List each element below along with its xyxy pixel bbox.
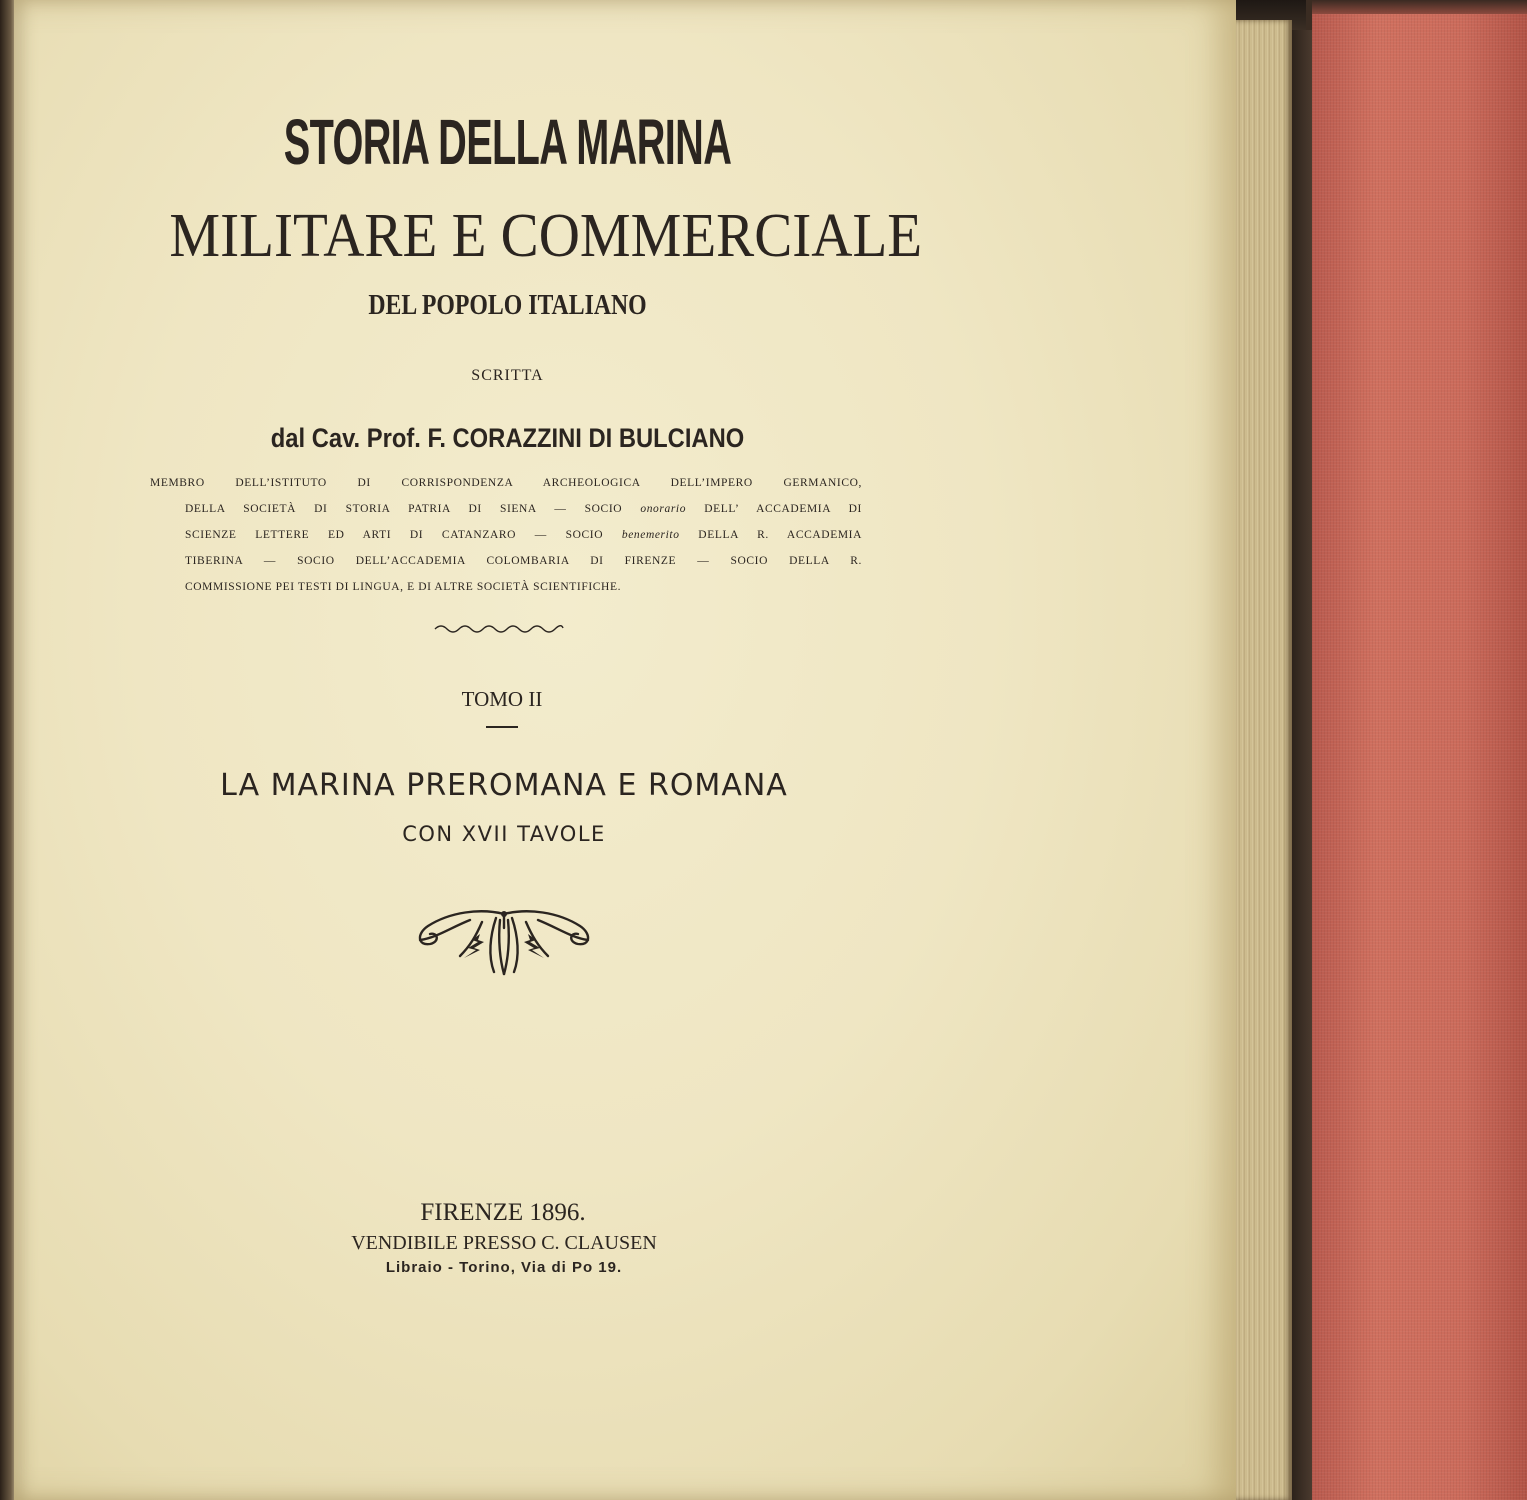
affiliation-line: MEMBRO DELL’ISTITUTO DI CORRISPONDENZA ARCHEOLOGICA DELL’IMPERO GERMANICO, [150,477,862,489]
affiliation-line: TIBERINA — SOCIO DELL’ACCADEMIA COLOMBARIA DI FIRENZE — SOCIO DELLA R. [185,555,862,567]
volume-number: TOMO II [461,687,543,711]
binding-top-shadow [1312,0,1527,14]
affiliation-line: DELLA SOCIETÀ DI STORIA PATRIA DI SIENA — SOCIO onorario DELL’ ACCADEMIA DI [185,503,862,515]
author-name: dal Cav. Prof. F. CORAZZINI DI BULCIANO [270,423,745,453]
cover-board [1292,30,1312,1500]
volume-title: LA MARINA PREROMANA E ROMANA [220,768,788,803]
red-cloth-binding [1312,0,1527,1500]
wavy-divider-ornament [433,620,565,636]
author-affiliations [150,470,862,600]
volume-rule [486,726,518,728]
title-line-2: MILITARE E COMMERCIALE [169,202,923,270]
imprint-seller: VENDIBILE PRESSO C. CLAUSEN [351,1232,657,1254]
affiliation-line: SCIENZE LETTERE ED ARTI DI CATANZARO — SOCIO benemerito DELLA R. ACCADEMIA [185,529,862,541]
plates-note: CON XVII TAVOLE [402,822,606,846]
page-edges [1236,20,1292,1500]
floral-ornament [410,906,598,978]
written-by: SCRITTA [471,367,544,384]
imprint-place-year: FIRENZE 1896. [420,1199,586,1226]
title-line-3: DEL POPOLO ITALIANO [368,289,647,321]
imprint-address: Libraio - Torino, Via di Po 19. [385,1259,623,1276]
affiliation-line: COMMISSIONE PEI TESTI DI LINGUA, E DI ALTRE SOCIETÀ SCIENTIFICHE. [185,581,622,593]
title-line-1: STORIA DELLA MARINA [283,106,732,178]
